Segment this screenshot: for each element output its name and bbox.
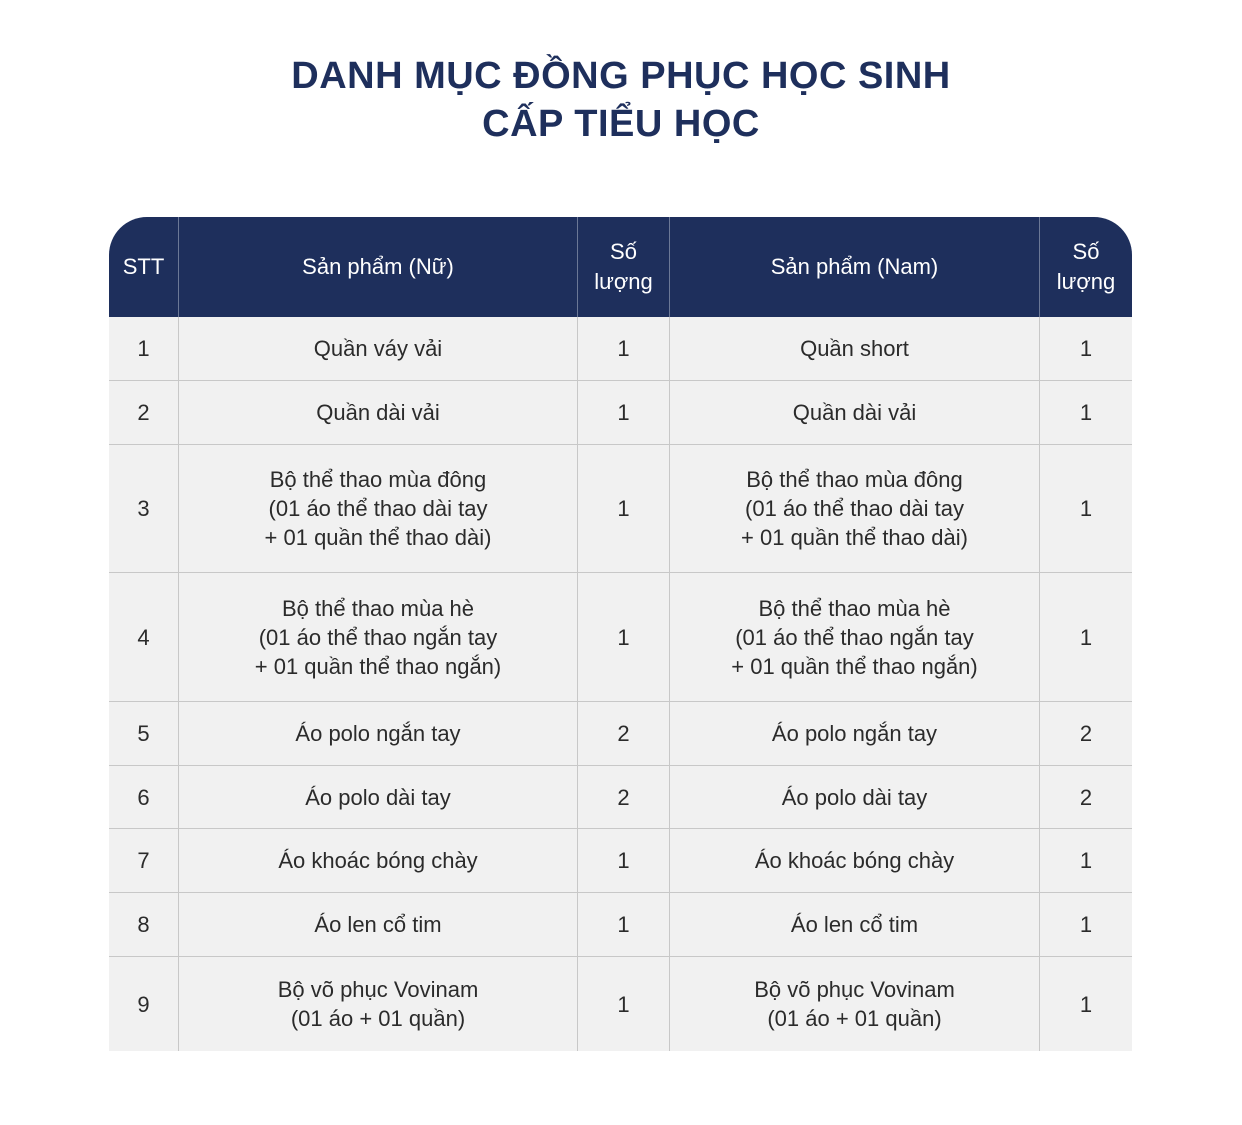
table-row bbox=[109, 957, 1132, 1051]
header-qty-female-line-1: Số bbox=[610, 239, 637, 264]
cell-qty-female: 2 bbox=[578, 766, 670, 829]
product-male-line: Áo khoác bóng chày bbox=[754, 848, 955, 873]
cell-product-male bbox=[670, 893, 1040, 957]
cell-qty-male: 1 bbox=[1040, 957, 1132, 1051]
product-male-line: Quần dài vải bbox=[792, 400, 917, 425]
cell-product-male bbox=[670, 829, 1040, 893]
table-row bbox=[109, 381, 1132, 445]
cell-stt: 1 bbox=[109, 317, 179, 381]
product-female-line: (01 áo thể thao dài tay bbox=[268, 496, 488, 521]
header-stt: STT bbox=[109, 217, 179, 317]
cell-qty-male: 1 bbox=[1040, 573, 1132, 702]
cell-qty-female: 1 bbox=[578, 445, 670, 573]
cell-stt: 9 bbox=[109, 957, 179, 1051]
page-title bbox=[0, 52, 1242, 148]
cell-qty-female: 1 bbox=[578, 381, 670, 445]
product-female-line: (01 áo thể thao ngắn tay bbox=[258, 624, 498, 650]
cell-stt: 4 bbox=[109, 573, 179, 702]
cell-qty-male: 1 bbox=[1040, 317, 1132, 381]
table-body bbox=[109, 317, 1132, 1051]
product-female-line: Áo khoác bóng chày bbox=[278, 848, 478, 873]
cell-qty-male: 1 bbox=[1040, 829, 1132, 893]
cell-qty-male: 1 bbox=[1040, 445, 1132, 573]
header-qty-male-line-1: Số bbox=[1072, 239, 1100, 264]
product-female-line: Quần dài vải bbox=[316, 400, 440, 425]
table-row bbox=[109, 317, 1132, 381]
product-female-line: Áo polo dài tay bbox=[305, 784, 451, 810]
cell-stt: 8 bbox=[109, 893, 179, 957]
table-row bbox=[109, 829, 1132, 893]
cell-qty-male: 1 bbox=[1040, 381, 1132, 445]
product-male-line: + 01 quần thể thao ngắn) bbox=[731, 653, 978, 679]
table-row bbox=[109, 702, 1132, 766]
cell-product-male bbox=[670, 381, 1040, 445]
product-female-line: Quần váy vải bbox=[313, 336, 443, 361]
cell-product-female bbox=[179, 766, 578, 829]
cell-qty-female: 1 bbox=[578, 829, 670, 893]
product-male-line: Áo len cổ tim bbox=[790, 912, 919, 937]
product-male-line: (01 áo thể thao ngắn tay bbox=[735, 624, 974, 650]
title-line-2: CẤP TIỂU HỌC bbox=[482, 103, 760, 145]
cell-stt: 6 bbox=[109, 766, 179, 829]
cell-stt: 3 bbox=[109, 445, 179, 573]
cell-product-male bbox=[670, 957, 1040, 1051]
product-male-line: Áo polo ngắn tay bbox=[771, 721, 938, 746]
product-female-line: Bộ thể thao mùa đông bbox=[269, 467, 487, 492]
product-female-line: (01 áo + 01 quần) bbox=[290, 1006, 466, 1031]
cell-product-female bbox=[179, 702, 578, 766]
product-female-line: + 01 quần thể thao ngắn) bbox=[254, 653, 502, 679]
product-female-line: Áo len cổ tim bbox=[314, 912, 442, 937]
header-qty-male-line-2: lượng bbox=[1056, 269, 1116, 294]
cell-product-female bbox=[179, 445, 578, 573]
table-row bbox=[109, 445, 1132, 573]
title-line-1: DANH MỤC ĐỒNG PHỤC HỌC SINH bbox=[291, 55, 951, 97]
cell-product-female bbox=[179, 381, 578, 445]
product-male-line: Bộ thể thao mùa hè bbox=[758, 595, 951, 621]
cell-product-male bbox=[670, 573, 1040, 702]
cell-product-male bbox=[670, 445, 1040, 573]
table-header bbox=[109, 217, 1132, 317]
cell-qty-female: 1 bbox=[578, 893, 670, 957]
product-female-line: Áo polo ngắn tay bbox=[295, 721, 461, 746]
uniform-table bbox=[109, 217, 1132, 1051]
header-qty-male bbox=[1040, 217, 1132, 317]
cell-product-male bbox=[670, 702, 1040, 766]
product-male-line: (01 áo thể thao dài tay bbox=[745, 496, 964, 521]
cell-product-male bbox=[670, 317, 1040, 381]
product-male-line: Áo polo dài tay bbox=[781, 784, 928, 810]
table-row bbox=[109, 573, 1132, 702]
cell-qty-female: 1 bbox=[578, 317, 670, 381]
cell-product-female bbox=[179, 957, 578, 1051]
header-qty-female bbox=[578, 217, 670, 317]
product-male-line: Quần short bbox=[800, 336, 909, 361]
cell-qty-male: 2 bbox=[1040, 766, 1132, 829]
cell-qty-female: 1 bbox=[578, 573, 670, 702]
header-row bbox=[109, 217, 1132, 317]
cell-product-female bbox=[179, 829, 578, 893]
cell-product-female bbox=[179, 893, 578, 957]
cell-product-female bbox=[179, 573, 578, 702]
table-row bbox=[109, 893, 1132, 957]
product-female-line: Bộ thể thao mùa hè bbox=[281, 595, 475, 621]
product-male-line: Bộ thể thao mùa đông bbox=[746, 467, 963, 492]
table-row bbox=[109, 766, 1132, 829]
cell-product-female bbox=[179, 317, 578, 381]
header-product-female: Sản phẩm (Nữ) bbox=[179, 217, 578, 317]
product-female-line: + 01 quần thể thao dài) bbox=[264, 525, 492, 550]
product-male-line: (01 áo + 01 quần) bbox=[767, 1006, 942, 1031]
cell-stt: 7 bbox=[109, 829, 179, 893]
product-male-line: + 01 quần thể thao dài) bbox=[741, 525, 968, 550]
cell-product-male bbox=[670, 766, 1040, 829]
cell-qty-female: 1 bbox=[578, 957, 670, 1051]
cell-qty-female: 2 bbox=[578, 702, 670, 766]
header-product-male: Sản phẩm (Nam) bbox=[670, 217, 1040, 317]
product-male-line: Bộ võ phục Vovinam bbox=[754, 977, 955, 1002]
cell-qty-male: 2 bbox=[1040, 702, 1132, 766]
cell-qty-male: 1 bbox=[1040, 893, 1132, 957]
cell-stt: 2 bbox=[109, 381, 179, 445]
product-female-line: Bộ võ phục Vovinam bbox=[277, 977, 479, 1002]
cell-stt: 5 bbox=[109, 702, 179, 766]
header-qty-female-line-2: lượng bbox=[594, 269, 653, 294]
